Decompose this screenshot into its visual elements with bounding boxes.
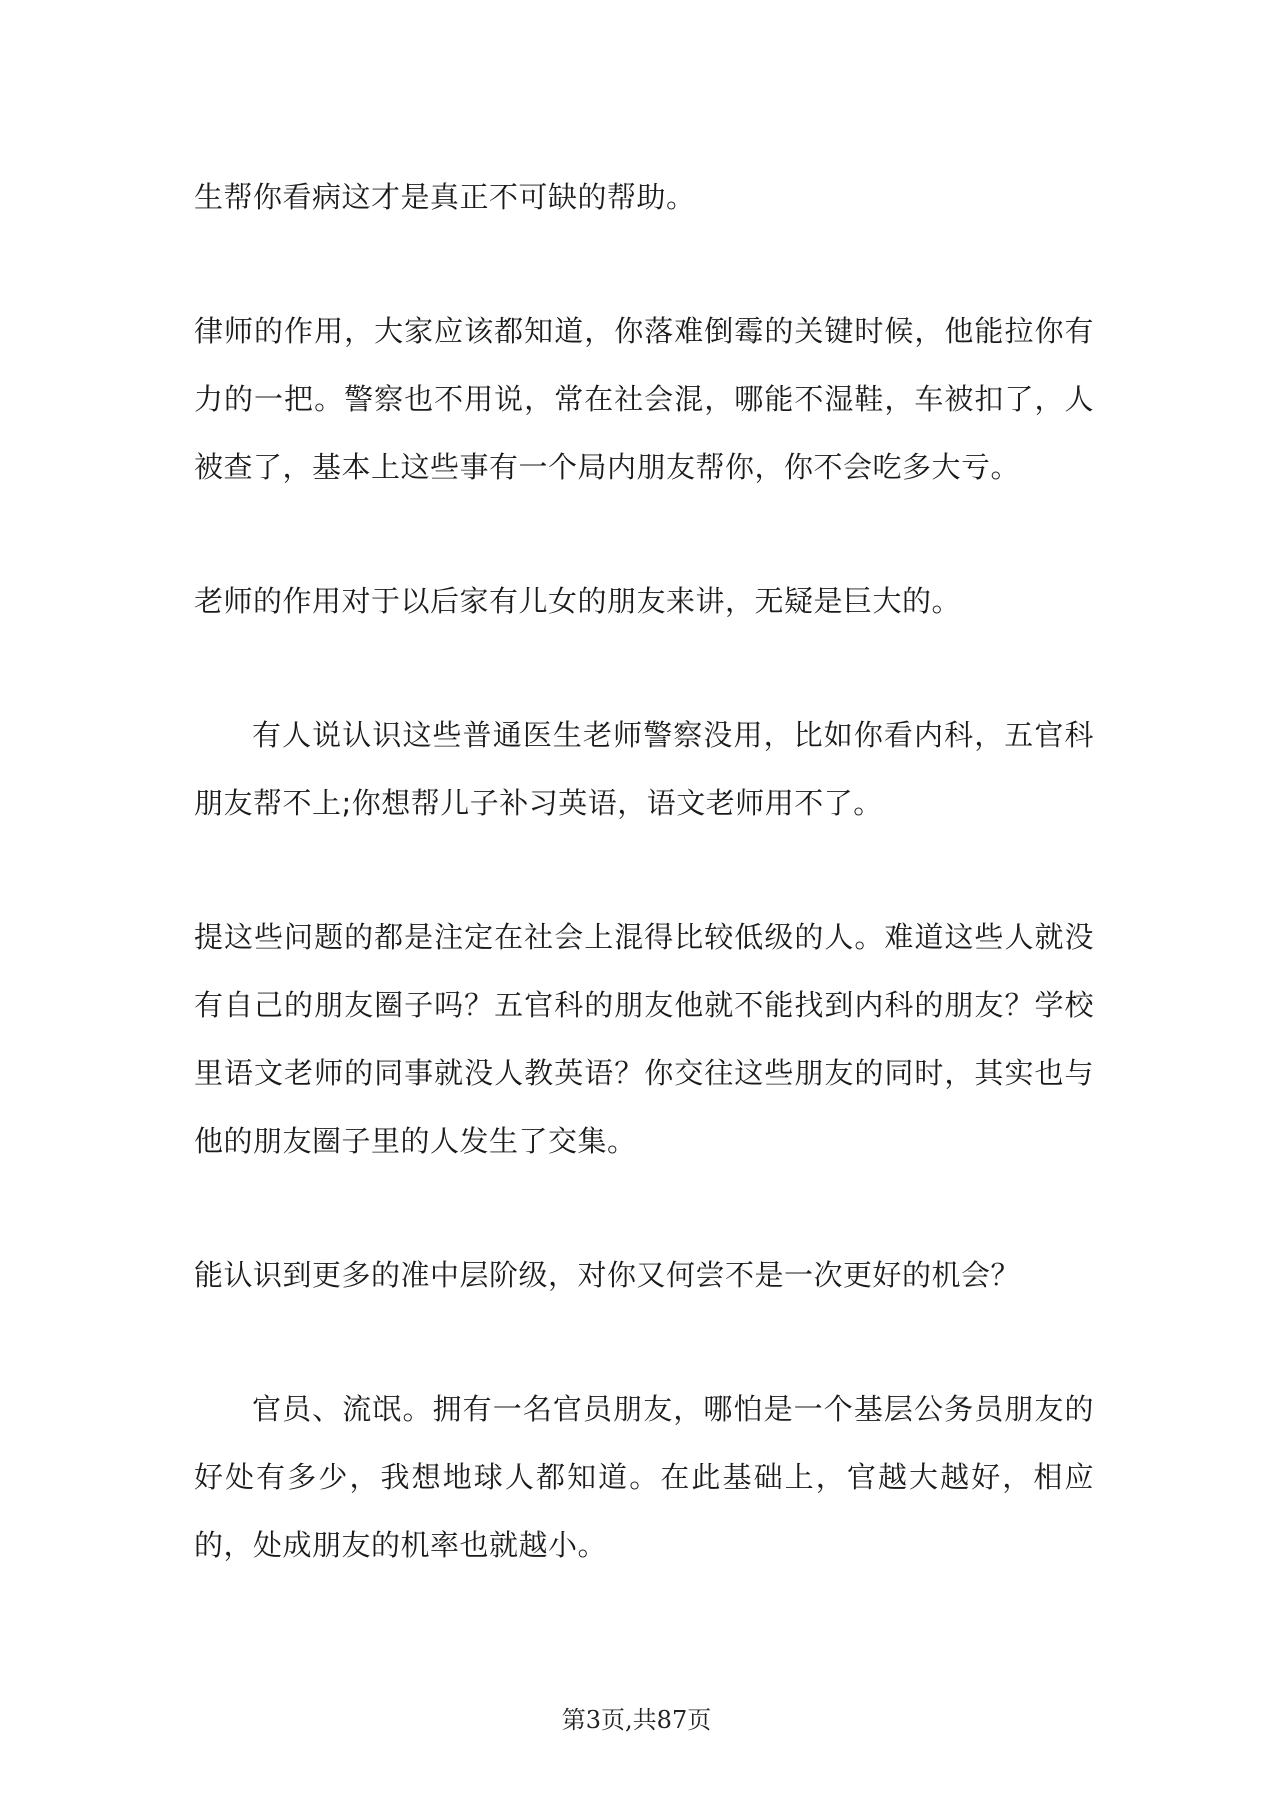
paragraph-3: 老师的作用对于以后家有儿女的朋友来讲，无疑是巨大的。 bbox=[194, 584, 962, 618]
paragraph-7: 官员、流氓。拥有一名官员朋友，哪怕是一个基层公务员朋友的好处有多少，我想地球人都知道。在此基础上，官越大越好，相应的，处成朋友的机率也就越小。 bbox=[194, 1392, 1094, 1562]
paragraph-4: 有人说认识这些普通医生老师警察没用，比如你看内科，五官科朋友帮不上;你想帮儿子补习英语，语文老师用不了。 bbox=[194, 718, 1094, 820]
paragraph-2: 律师的作用，大家应该都知道，你落难倒霉的关键时候，他能拉你有力的一把。警察也不用说，常在社会混，哪能不湿鞋，车被扣了，人被查了，基本上这些事有一个局内朋友帮你，你不会吃多大亏。 bbox=[194, 314, 1094, 484]
page-footer bbox=[0, 1700, 1273, 1735]
paragraph-1: 生帮你看病这才是真正不可缺的帮助。 bbox=[194, 180, 696, 214]
page-number-label: 第3页,共87页 bbox=[561, 1706, 712, 1734]
paragraph-6: 能认识到更多的准中层阶级，对你又何尝不是一次更好的机会？ bbox=[194, 1258, 1021, 1292]
document-body bbox=[194, 163, 1094, 1645]
paragraph-5: 提这些问题的都是注定在社会上混得比较低级的人。难道这些人就没有自己的朋友圈子吗？五官科的朋友他就不能找到内科的朋友？学校里语文老师的同事就没人教英语？你交往这些朋友的同时，其实也与他的朋友圈子里的人发生了交集。 bbox=[194, 920, 1094, 1158]
